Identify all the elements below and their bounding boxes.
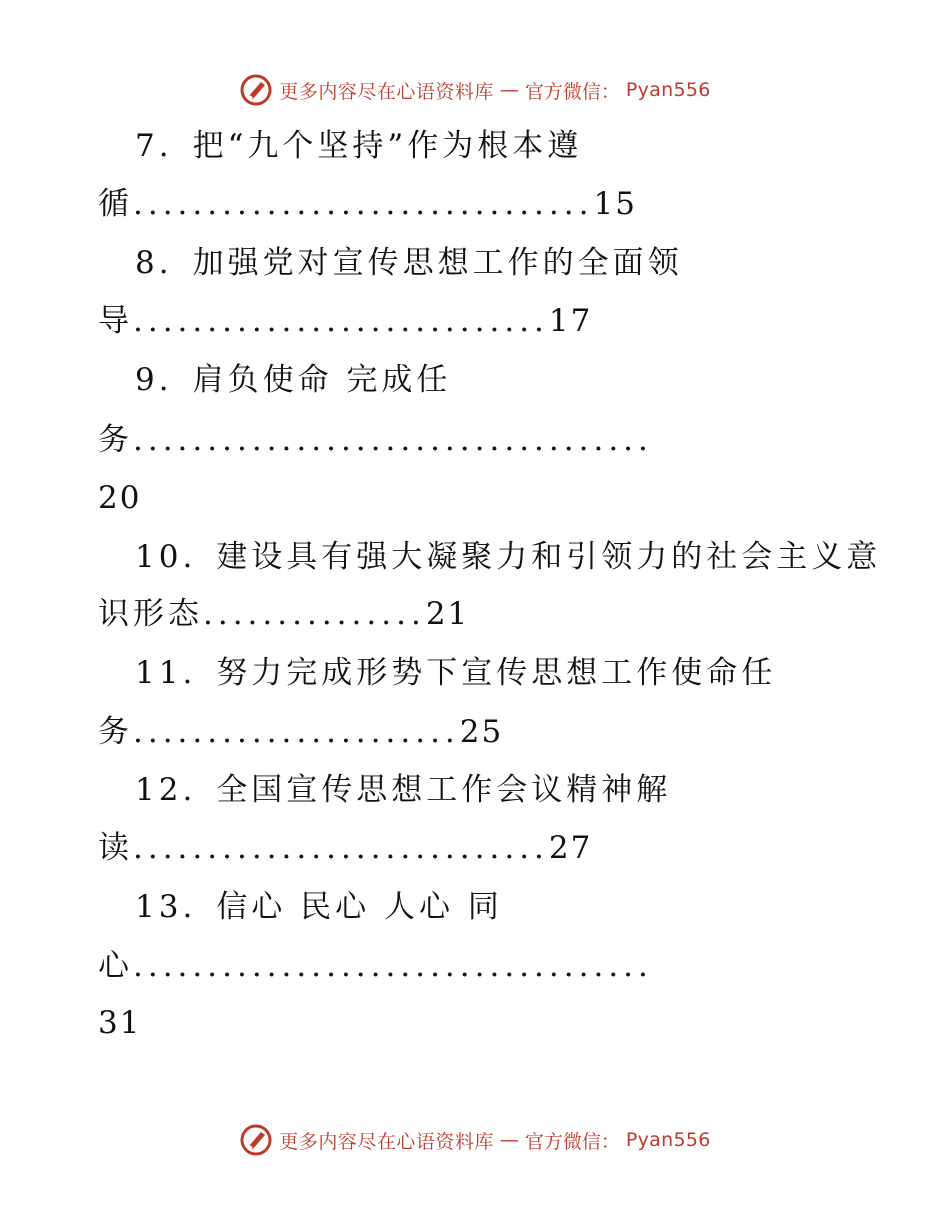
toc-entry-number: 12. (135, 772, 197, 808)
toc-entry-title: 全国宣传思想工作会议精神解 (216, 772, 672, 808)
toc-leader-dots: ................................... (133, 422, 653, 458)
toc-entry-13-continuation (98, 946, 858, 986)
toc-entry-number: 10. (135, 539, 197, 575)
toc-entry-13-page (98, 1003, 858, 1043)
toc-entry-title-end: 务 (98, 714, 133, 750)
watermark-wechat-label: 官方微信： (524, 1130, 620, 1153)
watermark-wechat-id: Pyan556 (625, 79, 711, 101)
toc-entry-7-title (135, 126, 895, 166)
toc-entry-12-continuation (98, 828, 858, 868)
toc-entry-title: 努力完成形势下宣传思想工作使命任 (216, 655, 777, 691)
toc-page-number: 21 (425, 596, 470, 632)
toc-leader-dots: ................................... (133, 948, 653, 984)
toc-entry-9-page (98, 478, 858, 518)
toc-page-number: 17 (548, 303, 593, 339)
toc-leader-dots: ............................ (133, 830, 549, 866)
watermark-separator: — (499, 1129, 519, 1151)
watermark-separator: — (499, 79, 519, 101)
toc-page-number: 27 (548, 830, 593, 866)
toc-entry-9-title (135, 360, 895, 400)
toc-entry-10-title (135, 537, 895, 577)
toc-page-number: 20 (98, 480, 142, 516)
toc-entry-12-title (135, 770, 895, 810)
pen-logo-icon (239, 1123, 273, 1157)
toc-entry-title-end: 导 (98, 303, 133, 339)
toc-page-number: 31 (98, 1005, 142, 1041)
toc-entry-title-end: 心 (98, 948, 133, 984)
toc-entry-9-continuation (98, 420, 858, 460)
toc-entry-8-title (135, 243, 895, 283)
toc-entry-7-continuation (98, 184, 858, 224)
toc-entry-title: 肩负使命 完成任 (192, 362, 452, 398)
toc-entry-number: 13. (135, 889, 197, 925)
toc-entry-title: 加强党对宣传思想工作的全面领 (192, 245, 683, 281)
watermark-wechat-id: Pyan556 (625, 1129, 711, 1151)
watermark-brand: 更多内容尽在心语资料库 (279, 80, 494, 103)
toc-entry-title: 信心 民心 人心 同 (216, 889, 503, 925)
toc-entry-13-title (135, 887, 895, 927)
toc-page-number: 15 (593, 186, 637, 222)
toc-entry-title-end: 循 (98, 186, 133, 222)
toc-entry-number: 11. (135, 655, 197, 691)
toc-entry-title-end: 读 (98, 830, 133, 866)
watermark-banner-bottom (0, 1120, 950, 1160)
toc-leader-dots: ............................ (133, 303, 549, 339)
toc-entry-8-continuation (98, 301, 858, 341)
toc-entry-title-end: 务 (98, 422, 133, 458)
watermark-wechat-label: 官方微信： (524, 80, 620, 103)
toc-entry-title-end: 识形态 (98, 596, 203, 632)
toc-entry-10-continuation (98, 594, 858, 634)
toc-entry-number: 7. (135, 128, 173, 164)
toc-entry-11-title (135, 653, 895, 693)
toc-entry-11-continuation (98, 712, 858, 752)
toc-entry-title: 建设具有强大凝聚力和引领力的社会主义意 (216, 539, 882, 575)
toc-entry-title: 把“九个坚持”作为根本遵 (192, 128, 583, 164)
toc-entry-number: 8. (135, 245, 173, 281)
toc-page-number: 25 (459, 714, 504, 750)
toc-entry-number: 9. (135, 362, 173, 398)
toc-leader-dots: ...................... (133, 714, 460, 750)
toc-leader-dots: ............................... (133, 186, 594, 222)
toc-leader-dots: ............... (203, 596, 426, 632)
watermark-brand: 更多内容尽在心语资料库 (279, 1130, 494, 1153)
